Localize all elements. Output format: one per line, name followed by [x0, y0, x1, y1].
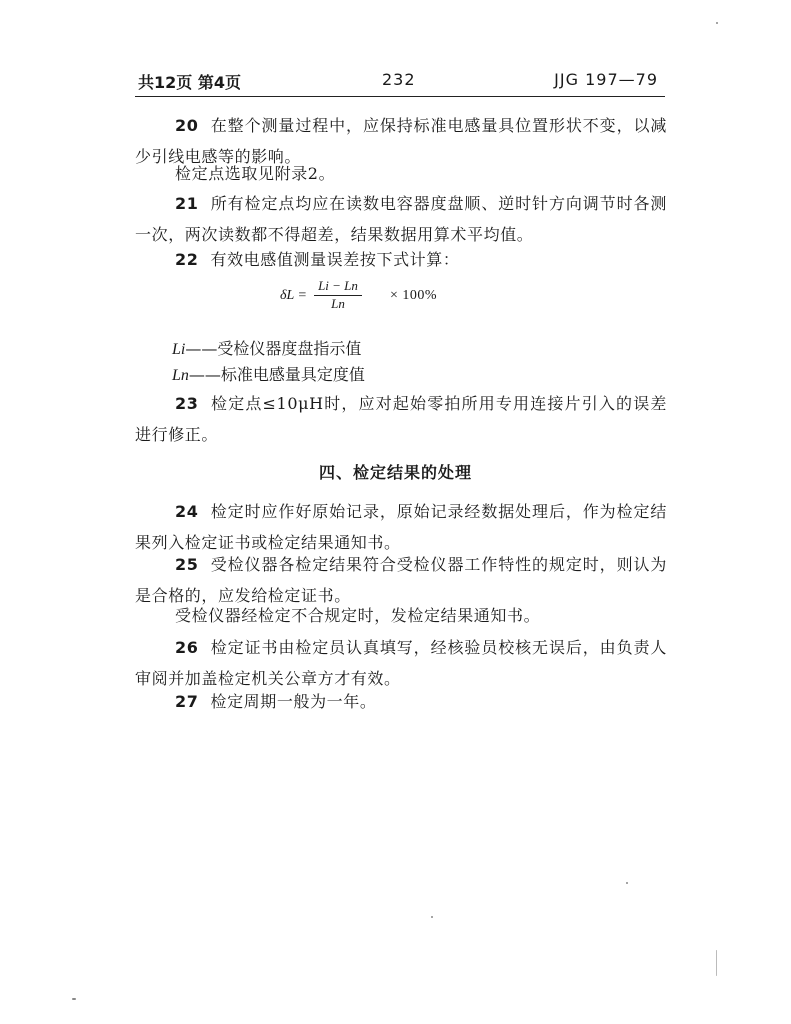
formula-fraction [314, 278, 362, 312]
paragraph-text: 检定时应作好原始记录，原始记录经数据处理后，作为检定结果列入检定证书或检定结果通知书。 [135, 502, 667, 552]
paragraph-23 [135, 388, 667, 450]
paragraph-text: 检定证书由检定员认真填写，经核验员校核无误后，由负责人审阅并加盖检定机关公章方才有效。 [135, 638, 667, 688]
formula-lhs: δL = [280, 288, 307, 303]
definition-text: ——标准电感量具定度值 [188, 365, 365, 384]
paragraph-22 [135, 244, 667, 275]
paragraph-number: 27 [175, 692, 199, 711]
paragraph-text: 受检仪器各检定结果符合受检仪器工作特性的规定时，则认为是合格的，应发给检定证书。 [135, 555, 667, 605]
definition-ln [172, 362, 365, 389]
definition-symbol: Ln [172, 367, 189, 384]
paragraph-text: 检定点选取见附录2。 [175, 164, 336, 183]
paragraph-number: 24 [175, 502, 199, 521]
section-title: 四、检定结果的处理 [318, 463, 472, 482]
paragraph-number: 23 [175, 394, 199, 413]
paragraph-number: 26 [175, 638, 199, 657]
paragraph-number: 21 [175, 194, 199, 213]
paragraph-number: 20 [175, 116, 199, 135]
formula-denominator: Ln [331, 296, 345, 311]
paragraph-text: 检定周期一般为一年。 [210, 692, 377, 711]
header-rule [135, 96, 665, 97]
paragraph-text: 所有检定点均应在读数电容器度盘顺、逆时针方向调节时各测一次，两次读数都不得超差，结果数据用算术平均值。 [135, 194, 667, 244]
definition-symbol: Li [172, 341, 186, 358]
page-count: 共12页 第4页 [138, 73, 241, 92]
paragraph-27 [135, 686, 667, 717]
paragraph-text: 在整个测量过程中，应保持标准电感量具位置形状不变，以减少引线电感等的影响。 [135, 116, 667, 166]
definition-li [172, 336, 361, 363]
paragraph-25-note [135, 600, 667, 631]
paragraph-text: 受检仪器经检定不合规定时，发检定结果通知书。 [175, 606, 541, 625]
scan-speck [72, 998, 76, 1000]
paragraph-number: 22 [175, 250, 199, 269]
page-number: 232 [382, 70, 416, 89]
paragraph-number: 25 [175, 555, 199, 574]
definition-text: ——受检仪器度盘指示值 [185, 339, 362, 358]
scan-speck [626, 882, 628, 884]
paragraph-text: 检定点≤10μH时，应对起始零拍所用专用连接片引入的误差进行修正。 [135, 394, 667, 444]
paragraph-26 [135, 632, 667, 694]
page-header [138, 66, 658, 94]
formula-rhs: × 100% [390, 288, 438, 303]
paragraph-21 [135, 188, 667, 250]
standard-code: JJG 197—79 [554, 70, 658, 89]
paragraph-text: 有效电感值测量误差按下式计算： [210, 250, 460, 269]
scan-speck [431, 916, 433, 918]
scan-speck [716, 22, 718, 24]
scan-speck [716, 950, 717, 976]
formula-numerator: Li − Ln [314, 278, 362, 296]
paragraph-note [135, 158, 667, 189]
